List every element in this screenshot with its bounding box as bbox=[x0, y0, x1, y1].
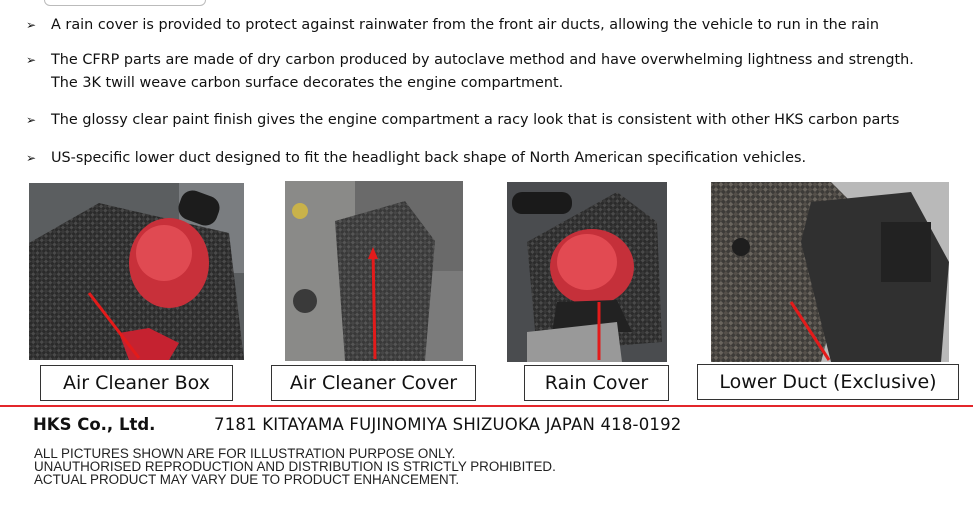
caption-air-cleaner-box: Air Cleaner Box bbox=[40, 365, 233, 401]
disclaimer-line: ACTUAL PRODUCT MAY VARY DUE TO PRODUCT ENHANCEMENT. bbox=[34, 472, 460, 488]
disclaimer bbox=[34, 447, 556, 487]
disclaimer-line: ALL PICTURES SHOWN ARE FOR ILLUSTRATION PURPOSE ONLY. bbox=[34, 446, 456, 461]
bullet-text: The 3K twill weave carbon surface decorates the engine compartment. bbox=[51, 75, 564, 91]
caption-lower-duct: Lower Duct (Exclusive) bbox=[697, 364, 959, 400]
bullet-text: US-specific lower duct designed to fit the headlight back shape of North American specification vehicles. bbox=[51, 150, 807, 166]
company-name: HKS Co., Ltd. bbox=[33, 415, 156, 434]
rain-cover-photo bbox=[507, 182, 667, 362]
arrow-bullet-icon: ➢ bbox=[26, 53, 37, 67]
footer-divider bbox=[0, 405, 973, 407]
bullet-text: The CFRP parts are made of dry carbon produced by autoclave method and have overwhelming lightness and strength. bbox=[51, 52, 914, 68]
company-address: 7181 KITAYAMA FUJINOMIYA SHIZUOKA JAPAN 418-0192 bbox=[214, 415, 682, 434]
caption-rain-cover: Rain Cover bbox=[524, 365, 669, 401]
air-cleaner-cover-photo bbox=[285, 181, 463, 361]
arrow-bullet-icon: ➢ bbox=[26, 151, 37, 165]
bullet-text: A rain cover is provided to protect against rainwater from the front air ducts, allowing the vehicle to run in the rain bbox=[51, 17, 880, 33]
top-tab-edge bbox=[44, 0, 206, 6]
bullet-text: The glossy clear paint finish gives the engine compartment a racy look that is consistent with other HKS carbon parts bbox=[51, 112, 900, 128]
lower-duct-photo bbox=[711, 182, 949, 362]
arrow-bullet-icon: ➢ bbox=[26, 18, 37, 32]
caption-air-cleaner-cover: Air Cleaner Cover bbox=[271, 365, 476, 401]
air-cleaner-box-photo bbox=[29, 183, 244, 360]
disclaimer-line: UNAUTHORISED REPRODUCTION AND DISTRIBUTION IS STRICTLY PROHIBITED. bbox=[34, 459, 556, 475]
arrow-bullet-icon: ➢ bbox=[26, 113, 37, 127]
